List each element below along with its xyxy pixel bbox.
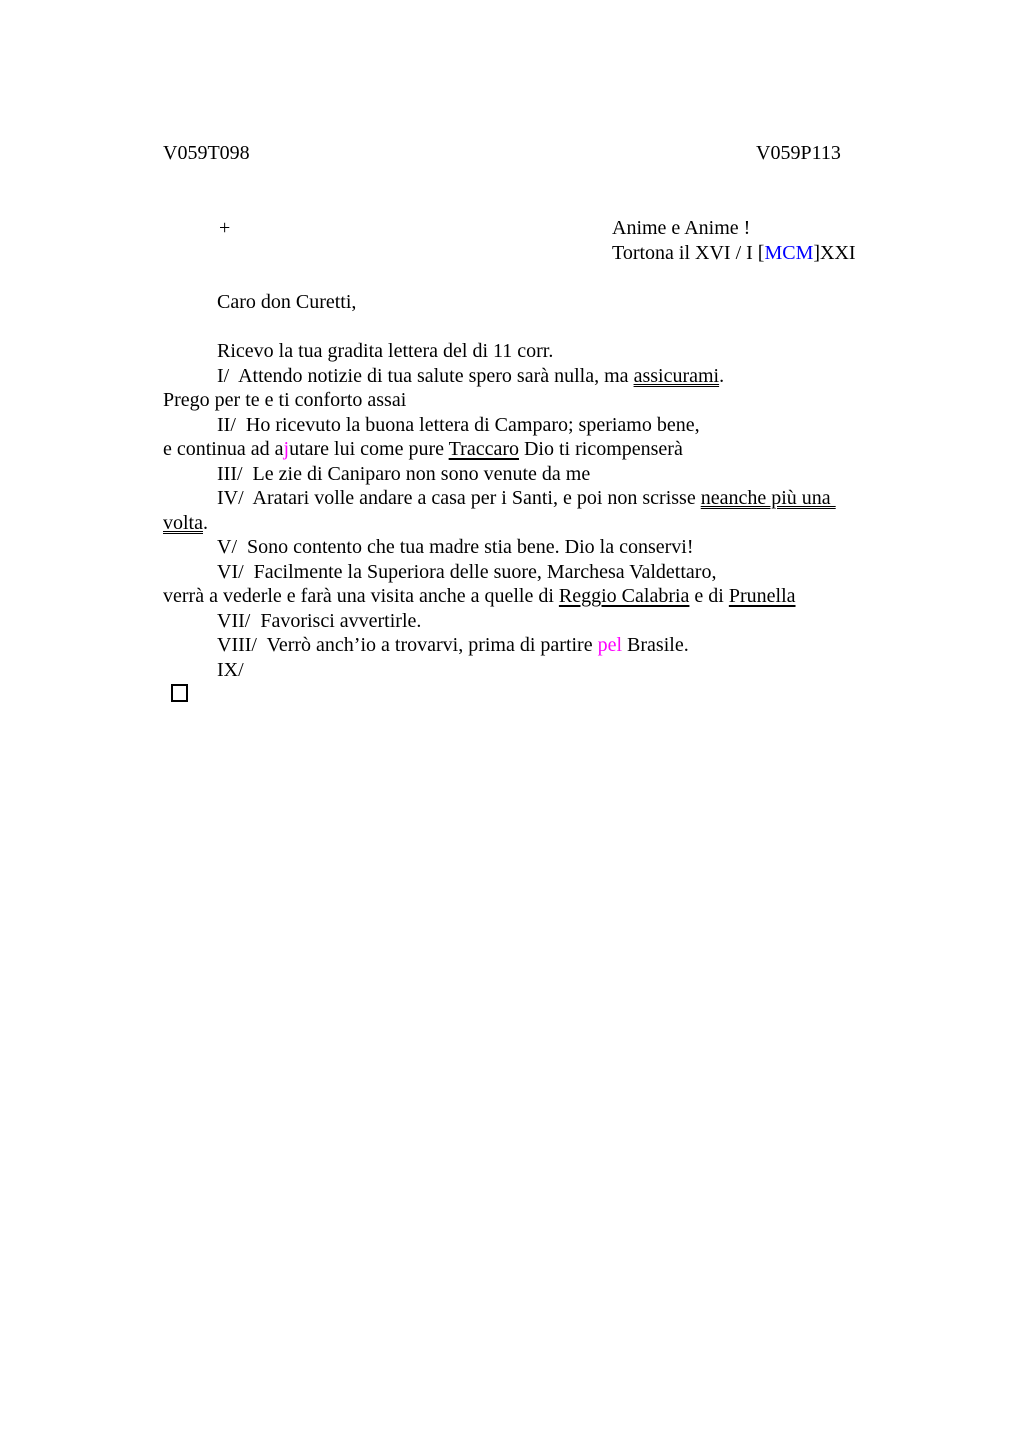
text-segment: e continua ad a xyxy=(163,438,284,460)
text-segment: neanche più una xyxy=(700,487,836,509)
text-line xyxy=(163,364,943,389)
text-segment: VIII/ Verrò anch’io a trovarvi, prima di partire xyxy=(217,634,598,656)
text-segment: j xyxy=(283,438,290,460)
text-segment: Brasile. xyxy=(622,634,689,656)
text-segment: Dio ti ricompenserà xyxy=(518,438,683,460)
text-line xyxy=(163,511,943,536)
text-segment: Prunella xyxy=(728,585,796,607)
text-line xyxy=(163,290,943,315)
text-segment: volta xyxy=(163,511,203,534)
text-segment: ]XXI xyxy=(813,241,856,264)
text-segment: Tortona il XVI / I [ xyxy=(612,241,765,264)
blank-line xyxy=(163,315,943,340)
text-segment: IX/ xyxy=(217,658,244,681)
text-segment: utare lui come pure xyxy=(289,438,449,460)
text-segment: pel xyxy=(597,634,623,656)
text-segment: III/ Le zie di Caniparo non sono venute da me xyxy=(217,462,591,485)
text-segment: VI/ Facilmente la Superiora delle suore, Marchesa Valdettaro, xyxy=(217,560,717,583)
text-segment: Anime e Anime ! xyxy=(612,217,751,239)
text-segment: . xyxy=(719,364,725,387)
document-code-left: V059T098 xyxy=(163,142,250,164)
text-line xyxy=(612,241,856,266)
text-segment: MCM xyxy=(764,241,814,264)
document-code-right: V059P113 xyxy=(756,142,841,164)
text-segment: Prego per te e ti conforto assai xyxy=(163,389,407,411)
letter-dateline xyxy=(612,216,856,265)
text-segment: V/ Sono contento che tua madre stia bene. Dio la conservi! xyxy=(217,536,694,558)
text-segment: IV/ Aratari volle andare a casa per i Santi, e poi non scrisse xyxy=(217,487,701,509)
text-line xyxy=(163,633,943,658)
text-line xyxy=(163,486,943,511)
text-segment: verrà a vederle e farà una visita anche a quelle di xyxy=(163,585,559,607)
text-line xyxy=(163,560,943,585)
text-line xyxy=(163,682,943,707)
text-line xyxy=(163,584,943,609)
text-segment: Reggio Calabria xyxy=(558,585,690,607)
text-segment: Traccaro xyxy=(448,438,519,460)
text-segment: . xyxy=(203,511,208,534)
text-line xyxy=(163,413,943,438)
text-segment: Caro don Curetti, xyxy=(217,291,357,313)
text-line xyxy=(163,388,943,413)
text-segment: e di xyxy=(689,585,729,607)
text-segment: Ricevo la tua gradita lettera del di 11 corr. xyxy=(217,340,554,362)
text-line xyxy=(163,339,943,364)
salutation-cross: + xyxy=(219,217,231,239)
text-segment: I/ Attendo notizie di tua salute spero sarà nulla, ma xyxy=(217,364,634,387)
empty-box-glyph xyxy=(171,684,188,702)
letter-body xyxy=(163,290,943,707)
text-line xyxy=(163,609,943,634)
text-line xyxy=(163,535,943,560)
text-segment: II/ Ho ricevuto la buona lettera di Camparo; speriamo bene, xyxy=(217,413,700,436)
text-line xyxy=(163,437,943,462)
text-segment: VII/ Favorisci avvertirle. xyxy=(217,609,422,632)
text-line xyxy=(612,216,856,241)
text-segment: assicurami xyxy=(633,364,720,387)
text-line xyxy=(163,462,943,487)
text-line xyxy=(163,658,943,683)
